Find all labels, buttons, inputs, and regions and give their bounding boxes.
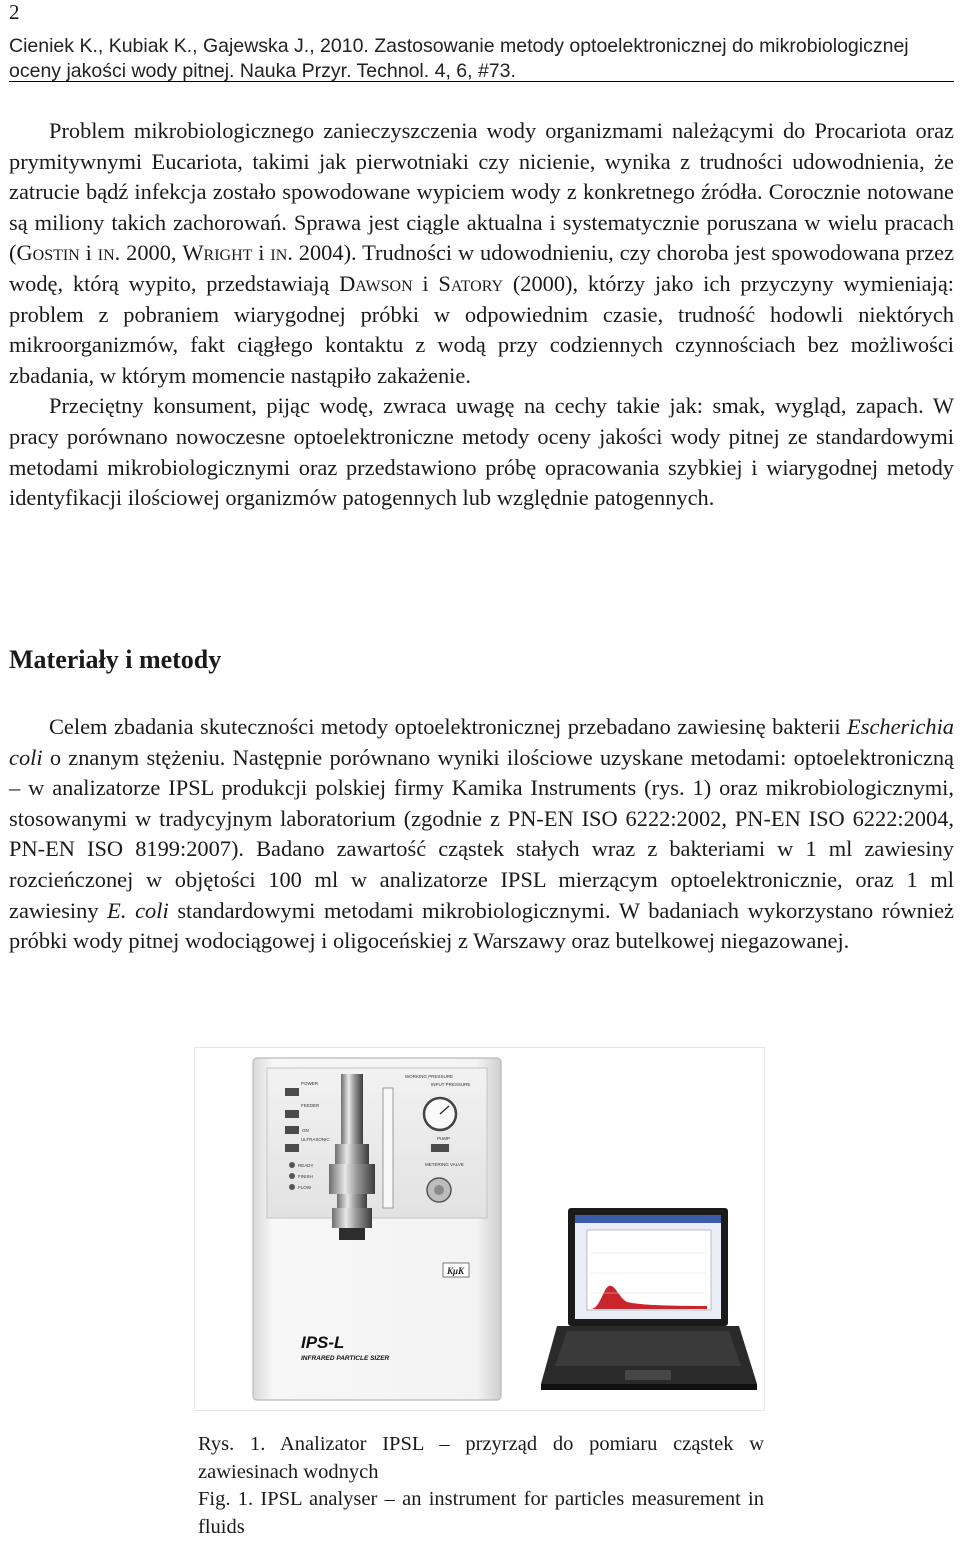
header-rule bbox=[9, 81, 954, 82]
caption-label-en: Fig. 1. bbox=[198, 1488, 254, 1510]
caption-polish bbox=[198, 1431, 764, 1486]
figure-photo bbox=[194, 1047, 765, 1411]
label-power: POWER bbox=[301, 1081, 319, 1086]
text-run: i bbox=[252, 240, 271, 266]
intro-section bbox=[9, 116, 954, 514]
text-run: o znanym stężeniu. Następnie porównano wyniki ilościowe uzyskane metodami: optoelektroniczną – w analizatorze IPSL produkcji polskiej firmy Kamika Instruments (rys. 1) oraz mikrobiologicznymi, stosowanymi w tradycyjnym laboratorium (zgodnie z PN-EN ISO 6222:2002, PN-EN ISO 6222:2004, PN-EN ISO 8199:2007). Badano zawartość cząstek stałych wraz z bakteriami w 1 ml zawiesiny rozcieńczonej w objętości 100 ml w analizatorze IPSL mierzącym optoelektronicznie, oraz 1 ml zawiesiny bbox=[9, 744, 954, 923]
model-name: IPS-L bbox=[301, 1333, 345, 1352]
metering-valve-knob bbox=[427, 1178, 451, 1202]
text-run: i bbox=[79, 240, 98, 266]
label-working-pressure: WORKING PRESSURE bbox=[405, 1074, 454, 1079]
caption-label-pl: Rys. 1. bbox=[198, 1433, 266, 1455]
label-metering-valve: METERING VALVE bbox=[425, 1162, 464, 1167]
running-header: Cieniek K., Kubiak K., Gajewska J., 2010. Zastosowanie metody optoelektronicznej do mikrobiologicznej oceny jakości wody pitnej. Nauka Przyr. Technol. 4, 6, #73. bbox=[9, 35, 909, 82]
species-name: E. coli bbox=[107, 897, 169, 923]
analyzer-unit bbox=[253, 1058, 501, 1400]
methods-section bbox=[9, 712, 954, 957]
label-flow: FLOW bbox=[298, 1185, 311, 1190]
citation-et-al: in bbox=[97, 240, 115, 266]
caption-text-en: IPSL analyser – an instrument for particles measurement in fluids bbox=[198, 1488, 764, 1538]
label-finish: FINISH bbox=[298, 1174, 313, 1179]
label-input-pressure: INPUT PRESSURE bbox=[431, 1082, 471, 1087]
intro-paragraph-1 bbox=[9, 116, 954, 391]
text-run: (2000), którzy jako ich przyczyny wymieniają: problem z pobraniem wiarygodnej próbki w odpowiednim czasie, trudność hodowli niektórych mikroorganizmów, fakt ciągłego kontaktu z wodą przy codziennych czynnościach bez możliwości zbadania, w którym momencie nastąpiło zakażenie. bbox=[9, 270, 955, 388]
intro-paragraph-2: Przeciętny konsument, pijąc wodę, zwraca uwagę na cechy takie jak: smak, wygląd, zapach. W pracy porównano nowoczesne optoelektroniczne metody oceny jakości wody pitnej ze standardowymi metodami mikrobiologicznymi oraz przedstawiono próbę opracowania szybkiej i wiarygodnej metody identyfikacji ilościowej organizmów patogennych lub względnie patogennych. bbox=[9, 393, 954, 511]
model-subtitle: INFRARED PARTICLE SIZER bbox=[301, 1355, 390, 1362]
citation-et-al: in bbox=[270, 240, 288, 266]
label-on: ON bbox=[302, 1128, 309, 1133]
pump-switch bbox=[431, 1144, 449, 1152]
citation-author: Wright bbox=[182, 240, 253, 266]
flow-tube bbox=[383, 1088, 393, 1208]
text-run: Problem mikrobiologicznego zanieczyszczenia wody organizmami należącymi do Procariota oraz prymitywnymi Eucariota, takimi jak pierwotniaki czy nicienie, wynika z trudności udowodnienia, że zatrucie bądź infekcja zostało spowodowane wypiciem wody z konkretnego źródła. Corocznie notowane są miliony takich zachorowań. Sprawa jest ciągle aktualna i systematycznie poruszana w wielu pracach ( bbox=[9, 118, 954, 266]
species-name: Escherichia coli bbox=[9, 714, 954, 770]
section-heading: Materiały i metody bbox=[9, 645, 222, 674]
caption-text-pl: Analizator IPSL – przyrząd do pomiaru cząstek w zawiesinach wodnych bbox=[198, 1433, 765, 1483]
text-run: . 2000, bbox=[114, 240, 183, 266]
text-run: standardowymi metodami mikrobiologicznymi. W badaniach wykorzystano również próbki wody pitnej wodociągowej i oligoceńskiej z Warszawy oraz butelkowej niegazowanej. bbox=[9, 897, 954, 954]
text-run: Celem zbadania skuteczności metody optoelektronicznej przebadano zawiesinę bakterii bbox=[49, 714, 848, 739]
label-ready: READY bbox=[298, 1163, 314, 1168]
figure-caption bbox=[198, 1431, 764, 1541]
citation-author: Dawson bbox=[339, 270, 413, 296]
label-feeder: FEEDER bbox=[301, 1103, 320, 1108]
brand-logo-text: KμK bbox=[447, 1266, 465, 1276]
label-ultrasonic: ULTRASONIC bbox=[301, 1137, 330, 1142]
page-number: 2 bbox=[9, 0, 20, 24]
citation-author: Gostin bbox=[16, 240, 80, 266]
text-run: i bbox=[412, 270, 439, 296]
laptop bbox=[541, 1208, 757, 1390]
pressure-gauge bbox=[424, 1098, 456, 1130]
caption-english bbox=[198, 1486, 764, 1541]
text-run: . 2004). Trudności w udowodnieniu, czy choroba jest spowodowana przez wodę, którą wypito, przedstawiają bbox=[9, 240, 955, 296]
methods-paragraph-1 bbox=[9, 712, 954, 957]
label-pump: PUMP bbox=[437, 1136, 451, 1141]
instrument-illustration bbox=[195, 1048, 764, 1410]
citation-author: Satory bbox=[438, 270, 504, 296]
